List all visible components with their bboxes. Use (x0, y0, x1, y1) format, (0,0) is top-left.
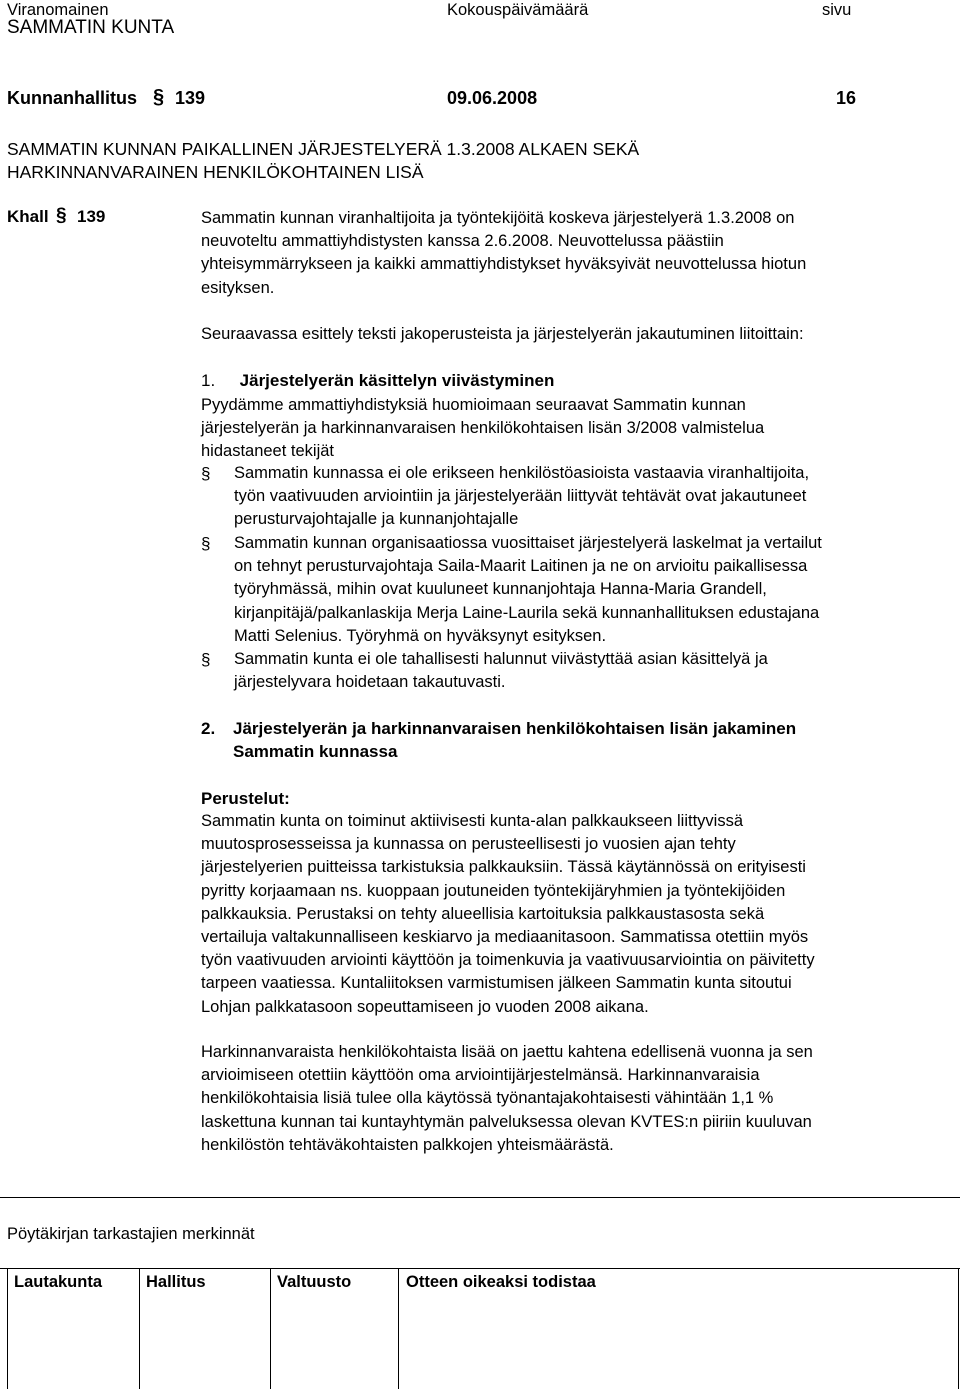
header-page-label: sivu (822, 1, 852, 19)
bullet-line: Sammatin kunnassa ei ole erikseen henkilöstöasioista vastaavia viranhaltijoita, (234, 464, 810, 482)
section-bullet-icon: § (201, 650, 211, 669)
paragraph-line: Lohjan palkkatasoon sopeuttamiseen jo vuoden 2008 aikana. (201, 997, 649, 1016)
section2-heading (233, 717, 796, 763)
title-line: HARKINNANVARAINEN HENKILÖKOHTAINEN LISÄ (7, 162, 424, 182)
intro-line: neuvoteltu ammattiyhdistysten kanssa 2.6.2008. Neuvottelussa päästiin (201, 232, 724, 251)
khall-label: Khall (7, 207, 49, 226)
section1-intro-line: hidastaneet tekijät (201, 442, 335, 461)
paragraph-line: arvioimiseen otettiin käyttöön oma arviointijärjestelmänsä. Harkinnanvaraisia (201, 1066, 760, 1085)
paragraph-line: vertailuja valtakunnalliseen keskiarvo ja mediaanitasoon. Sammatissa otettiin myös (201, 928, 809, 947)
perustelut-paragraph-1 (201, 810, 951, 1019)
footer-table-divider (0, 1268, 960, 1269)
paragraph-line: järjestelyerien puitteissa tarkistuksia palkkauksiin. Tässä käytännössä on erityisesti (201, 858, 806, 877)
footer-col-divider (139, 1268, 140, 1389)
section2-number: 2. (201, 719, 216, 738)
bullet-line: Matti Selenius. Työryhmä on hyväksynyt esityksen. (234, 626, 607, 645)
khall-number: 139 (77, 207, 106, 226)
section1-intro-line: järjestelyerän ja harkinnanvaraisen henkilökohtaisen lisän 3/2008 valmistelua (201, 419, 765, 438)
section2-heading-line: Järjestelyerän ja harkinnanvaraisen henkilökohtaisen lisän jakaminen (233, 719, 797, 738)
paragraph-line: palkkauksia. Perustaksi on tehty alueellisia kartoituksia palkkaustasosta sekä (201, 904, 765, 923)
bullet-line: on tehnyt perusturvajohtaja Saila-Maarit Laitinen ja ne on arvioitu paikallisessa (234, 557, 808, 576)
footer-col-lautakunta: Lautakunta (14, 1273, 103, 1291)
footer-title: Pöytäkirjan tarkastajien merkinnät (7, 1225, 255, 1243)
section1-intro (201, 394, 951, 464)
paragraph-line: Harkinnanvaraista henkilökohtaista lisää on jaettu kahtena edellisenä vuonna ja sen (201, 1043, 813, 1061)
footer-col-otteen: Otteen oikeaksi todistaa (406, 1273, 596, 1291)
meeting-number: 139 (175, 88, 206, 108)
header-authority-value: SAMMATIN KUNTA (7, 17, 175, 38)
section-sign-icon: § (56, 205, 67, 226)
section1-intro-line: Pyydämme ammattiyhdistyksiä huomioimaan seuraavat Sammatin kunnan (201, 396, 746, 414)
meeting-body: Kunnanhallitus (7, 88, 137, 108)
paragraph-line: Sammatin kunta on toiminut aktiivisesti kunta-alan palkkaukseen liittyvissä (201, 812, 744, 830)
bullet-item (234, 532, 822, 648)
lead-text: Seuraavassa esittely teksti jakoperusteista ja järjestelyerän jakautuminen liitoittain: (201, 325, 804, 343)
paragraph-line: tarpeen vaatiessa. Kuntaliitoksen varmistumisen jälkeen Sammatin kunta sitoutui (201, 974, 792, 993)
bullet-item (234, 462, 809, 532)
bullet-line: työn vaativuuden arviointiin ja järjestelyerään liittyvät tehtävät ovat jakautuneet (234, 487, 807, 506)
bullet-line: järjestelyvara hoidetaan takautuvasti. (234, 673, 506, 692)
footer-col-hallitus: Hallitus (146, 1273, 206, 1291)
section1-heading-row (201, 369, 554, 392)
footer-col-divider (398, 1268, 399, 1389)
footer-col-divider (7, 1268, 8, 1389)
section-bullet-icon: § (201, 464, 211, 483)
intro-line: Sammatin kunnan viranhaltijoita ja työntekijöitä koskeva järjestelyerä 1.3.2008 on (201, 209, 795, 227)
section-bullet-icon: § (201, 534, 211, 553)
paragraph-line: henkilöstön tehtäväkohtaisten palkkojen yhteismäärästä. (201, 1135, 614, 1154)
footer-col-divider (270, 1268, 271, 1389)
bullet-line: kirjanpitäjä/palkanlaskija Merja Laine-Laurila sekä kunnanhallituksen edustajana (234, 603, 820, 622)
document-title (7, 138, 639, 184)
bullet-item (234, 648, 768, 694)
perustelut-paragraph-2 (201, 1041, 951, 1157)
intro-paragraph (201, 207, 951, 300)
paragraph-line: henkilökohtaisia lisiä tulee olla käytössä työnantajakohtaisesti vähintään 1,1 % (201, 1089, 774, 1108)
paragraph-line: muutosprosesseissa ja kunnassa on perusteellisesti jo vuosien ajan tehty (201, 835, 736, 854)
header-authority-label: Viranomainen (7, 1, 109, 19)
footer-top-divider (0, 1197, 960, 1198)
footer-col-valtuusto: Valtuusto (277, 1273, 352, 1291)
bullet-line: perusturvajohtajalle ja kunnanjohtajalle (234, 510, 519, 529)
section2-heading-line: Sammatin kunnassa (233, 742, 398, 762)
section1-heading: Järjestelyerän käsittelyn viivästyminen (239, 371, 555, 390)
title-line: SAMMATIN KUNNAN PAIKALLINEN JÄRJESTELYERÄ 1.3.2008 ALKAEN SEKÄ (7, 139, 640, 159)
paragraph-line: laskettuna kunnan tai kuntayhtymän palveluksessa olevan KVTES:n piiriin kuuluvan (201, 1112, 812, 1131)
intro-line: yhteisymmärrykseen ja kaikki ammattiyhdistykset hyväksyivät neuvottelussa hiotun (201, 255, 807, 274)
header-date-label: Kokouspäivämäärä (447, 1, 589, 19)
paragraph-line: pyritty korjaamaan ns. kuoppaan joutuneiden työntekijäryhmien ja työntekijöiden (201, 881, 786, 900)
perustelut-label: Perustelut: (201, 789, 290, 808)
meeting-date: 09.06.2008 (447, 88, 538, 108)
paragraph-line: työn vaativuuden arviointi käyttöön ja toimenkuvia ja vaativuusarviointia on päivitetty (201, 951, 815, 970)
intro-line: esityksen. (201, 278, 275, 297)
bullet-line: Sammatin kunta ei ole tahallisesti halunnut viivästyttää asian käsittelyä ja (234, 650, 768, 668)
bullet-line: Sammatin kunnan organisaatiossa vuosittaiset järjestelyerä laskelmat ja vertailut (234, 534, 822, 552)
meeting-page: 16 (836, 88, 857, 108)
section1-number: 1. (201, 371, 216, 390)
section-sign-icon: § (153, 86, 165, 108)
bullet-line: työryhmässä, mihin ovat kuuluneet kunnanjohtaja Hanna-Maria Grandell, (234, 580, 767, 599)
footer-col-divider (958, 1268, 959, 1389)
